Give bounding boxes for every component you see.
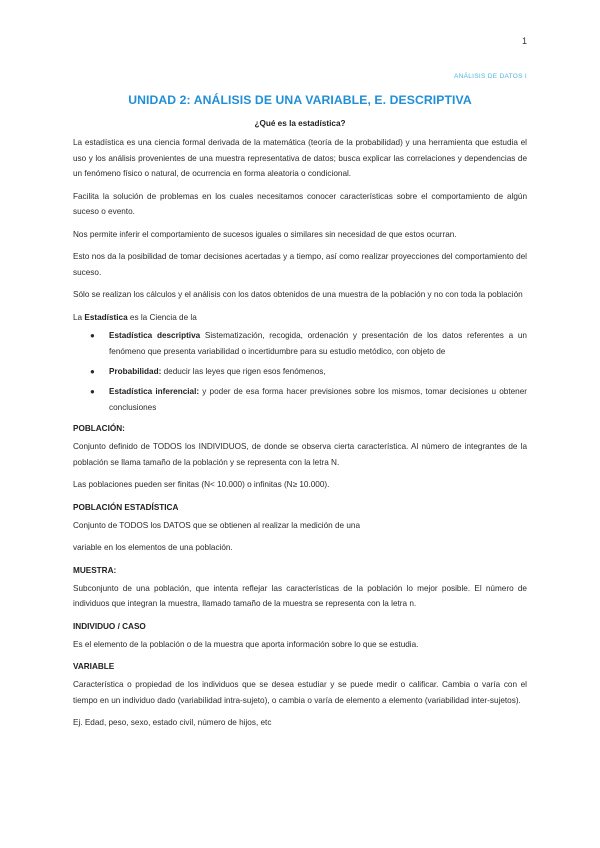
intro-paragraph-2: Facilita la solución de problemas en los cuales necesitamos conocer características sobre el comportamiento de algún suceso o evento. <box>73 191 527 216</box>
poblacion-types: Las poblaciones pueden ser finitas (N< 10.000) o infinitas (N≥ 10.000). <box>73 480 330 489</box>
list-item <box>90 384 528 416</box>
branch-text: deducir las leyes que rigen esos fenómenos, <box>161 367 326 376</box>
poblacion-estadistica-heading: POBLACIÓN ESTADÍSTICA <box>73 502 179 512</box>
running-header: ANÁLISIS DE DATOS I <box>453 73 527 80</box>
individuo-definition: Es el elemento de la población o de la muestra que aporta información sobre lo que se estudia. <box>73 639 419 649</box>
page-number: 1 <box>521 36 527 46</box>
poblacion-estadistica-line-2: variable en los elementos de una población. <box>73 543 233 552</box>
muestra-heading: MUESTRA: <box>73 565 117 575</box>
branch-text: y poder de esa forma hacer previsiones sobre los mismos, tomar decisiones u obtener conclusiones <box>109 387 528 412</box>
intro-paragraph-1: La estadística es una ciencia formal derivada de la matemática (teoría de la probabilidad) y una herramienta que estudia el uso y los análisis provenientes de una muestra representativa de datos; busca explicar las correlaciones y dependencias de un fenómeno físico o natural, de ocurrencia en forma aleatoria o condicional. <box>73 138 527 178</box>
definition-intro <box>73 310 527 326</box>
branch-text: Sistematización, recogida, ordenación y presentación de los datos referentes a un fenómeno que presenta variabilidad o incertidumbre para su estudio metódico, con objeto de <box>109 331 527 356</box>
intro-paragraph-4: Esto nos da la posibilidad de tomar decisiones acertadas y a tiempo, así como realizar proyecciones del comportamiento del suceso. <box>73 252 527 277</box>
bullet-icon: ● <box>90 331 95 340</box>
definition-term: Estadística <box>84 312 128 322</box>
intro-paragraph-5: Sólo se realizan los cálculos y el análisis con los datos obtenidos de una muestra de la población y no con toda la población <box>73 290 523 299</box>
bullet-icon: ● <box>90 387 95 396</box>
branch-term: Probabilidad: <box>109 367 162 376</box>
branches-list <box>73 328 527 416</box>
branch-term: Estadística descriptiva <box>109 331 201 340</box>
branch-term: Estadística inferencial: <box>109 387 200 396</box>
document-title: UNIDAD 2: ANÁLISIS DE UNA VARIABLE, E. DESCRIPTIVA <box>128 93 472 107</box>
intro-paragraph-3: Nos permite inferir el comportamiento de sucesos iguales o similares sin necesidad de que estos ocurran. <box>73 229 457 239</box>
poblacion-heading: POBLACIÓN: <box>73 424 125 433</box>
variable-definition: Característica o propiedad de los individuos que se desea estudiar y se puede medir o calificar. Cambia o varía con el tiempo en un individuo dado (variabilidad intra-sujeto), o cambia o varía de elemento a elemento (variabilidad inter-sujetos). <box>73 680 527 705</box>
bullet-icon: ● <box>90 367 95 376</box>
list-item <box>90 328 527 360</box>
list-item <box>90 364 527 380</box>
poblacion-estadistica-line-1: Conjunto de TODOS los DATOS que se obtienen al realizar la medición de una <box>73 520 361 530</box>
variable-heading: VARIABLE <box>73 662 115 671</box>
document-body <box>73 93 527 738</box>
poblacion-definition: Conjunto definido de TODOS los INDIVIDUOS, de donde se observa cierta característica. Al número de integrantes de la población se llama tamaño de la población y se representa con la letra N. <box>73 442 527 467</box>
variable-examples: Ej. Edad, peso, sexo, estado civil, número de hijos, etc <box>73 718 272 727</box>
definition-suffix: es la Ciencia de la <box>127 312 197 322</box>
definition-prefix: La <box>73 312 85 322</box>
section-subtitle: ¿Qué es la estadística? <box>254 119 346 128</box>
individuo-heading: INDIVIDUO / CASO <box>73 621 146 631</box>
muestra-definition: Subconjunto de una población, que intenta reflejar las características de la población lo mejor posible. El número de individuos que integran la muestra, llamado tamaño de la muestra se representa con la letra n. <box>73 583 527 608</box>
